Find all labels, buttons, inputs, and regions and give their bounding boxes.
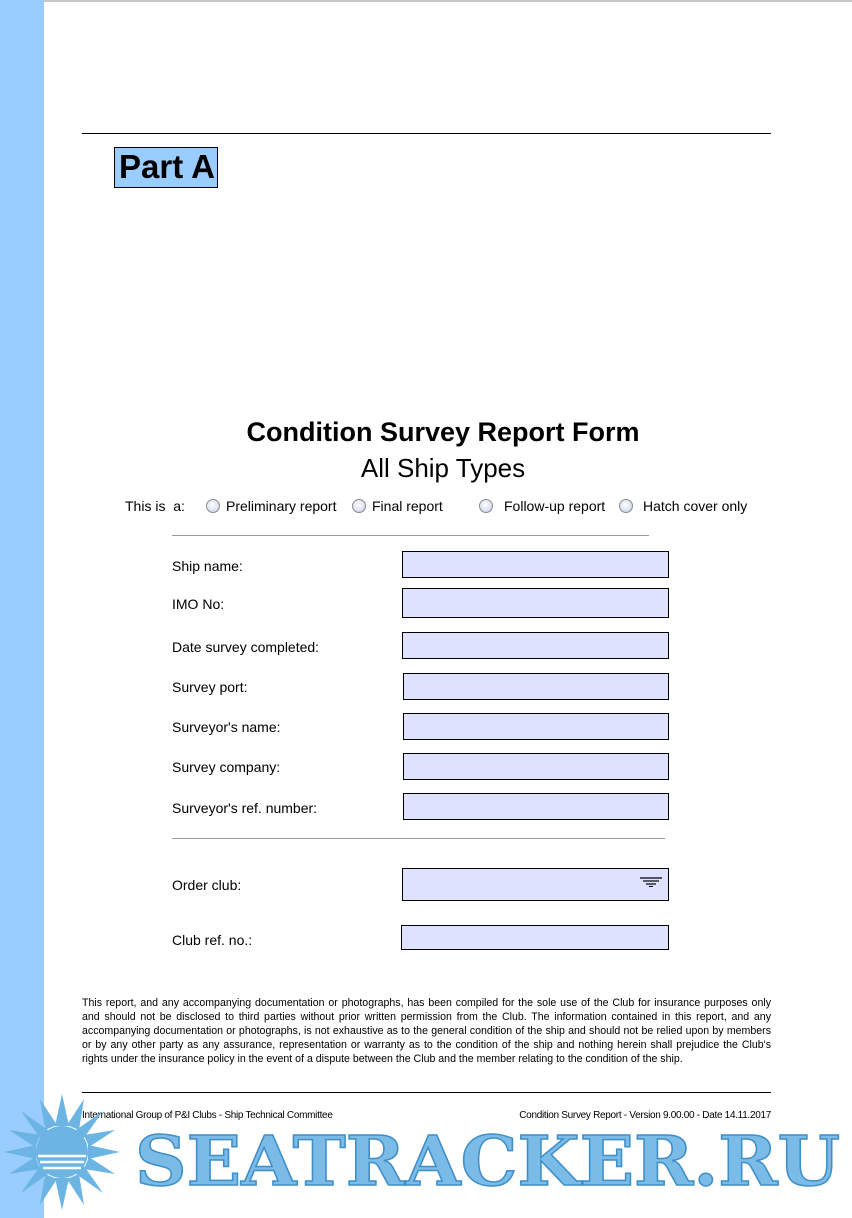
header-rule — [82, 133, 771, 134]
club-ref-no-label: Club ref. no.: — [172, 932, 253, 948]
radio-label: Follow-up report — [504, 498, 606, 514]
survey-port-field[interactable] — [403, 673, 669, 700]
club-ref-no-field[interactable] — [401, 925, 669, 950]
radio-label: Final report — [372, 498, 443, 514]
part-label: Part A — [114, 147, 218, 188]
radio-follow-up-report[interactable] — [479, 497, 605, 515]
ship-name-label: Ship name: — [172, 558, 243, 574]
order-club-dropdown[interactable] — [402, 868, 669, 901]
radio-preliminary-report[interactable] — [206, 497, 336, 515]
survey-company-field[interactable] — [403, 753, 669, 780]
radio-button[interactable] — [206, 499, 220, 513]
surveyors-ref-number-label: Surveyor's ref. number: — [172, 800, 318, 816]
chevron-down-icon[interactable] — [640, 877, 662, 887]
form-title: Condition Survey Report Form — [246, 417, 640, 447]
date-survey-completed-label: Date survey completed: — [172, 639, 320, 655]
top-border — [44, 0, 852, 2]
survey-port-label: Survey port: — [172, 679, 248, 695]
imo-no-label: IMO No: — [172, 596, 225, 612]
watermark — [0, 1090, 852, 1218]
radio-button[interactable] — [479, 499, 493, 513]
footer-version: Condition Survey Report - Version 9.00.00 - Date 14.11.2017 — [519, 1110, 771, 1121]
section-divider — [172, 535, 649, 536]
disclaimer-text: This report, and any accompanying documentation or photographs, has been compiled for the sole use of the Club for insurance purposes only and should not be disclosed to third parties without prior written permission from the Club. The information contained in this report, and any accompanying documentation or photographs, is not exhaustive as to the general condition of the ship and should not be relied upon by members or by any other party as any assurance, representation or warranty as to the condition of the ship and nothing herein shall prejudice the Club's rights under the insurance policy in the event of a dispute between the Club and the member relating to the condition of the ship. — [82, 997, 771, 1065]
watermark-text: SEATRACKER.RU — [135, 1122, 840, 1202]
radio-hatch-cover-only[interactable] — [619, 497, 747, 515]
radio-label: Hatch cover only — [643, 498, 748, 514]
order-club-label: Order club: — [172, 877, 242, 893]
ship-name-field[interactable] — [402, 551, 669, 578]
radio-button[interactable] — [352, 499, 366, 513]
radio-final-report[interactable] — [352, 497, 443, 515]
surveyors-name-label: Surveyor's name: — [172, 719, 281, 735]
radio-button[interactable] — [619, 499, 633, 513]
surveyors-ref-number-field[interactable] — [403, 793, 669, 820]
left-side-band — [0, 0, 44, 1218]
date-survey-completed-field[interactable] — [402, 632, 669, 659]
section-divider — [172, 838, 665, 839]
surveyors-name-field[interactable] — [403, 713, 669, 740]
report-type-label: This is a: — [125, 498, 185, 514]
footer-organization: International Group of P&I Clubs - Ship Technical Committee — [82, 1110, 333, 1121]
imo-no-field[interactable] — [402, 588, 669, 618]
survey-company-label: Survey company: — [172, 759, 281, 775]
form-subtitle: All Ship Types — [360, 453, 526, 483]
radio-label: Preliminary report — [226, 498, 337, 514]
sun-logo — [4, 1094, 120, 1210]
